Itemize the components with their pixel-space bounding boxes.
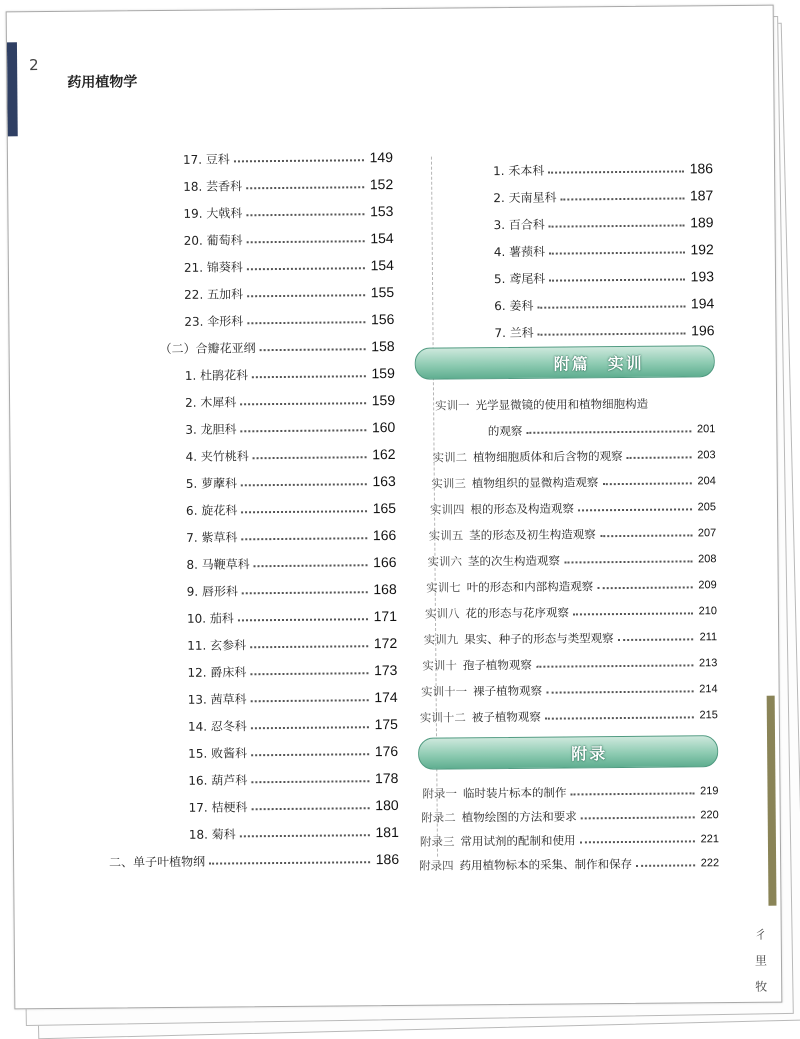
entry-page-number: 220 bbox=[694, 810, 718, 821]
dot-leader bbox=[561, 197, 684, 200]
toc-entry bbox=[415, 383, 715, 412]
entry-title: 6. 姜科 bbox=[494, 300, 537, 312]
entry-code: 实训六 bbox=[427, 556, 468, 568]
entry-title: 18. 菊科 bbox=[189, 828, 240, 840]
dot-leader bbox=[573, 612, 693, 615]
toc-entry bbox=[105, 353, 395, 383]
entry-page-number: 149 bbox=[364, 150, 393, 164]
entry-title: 叶的形态和内部构造观察 bbox=[467, 581, 598, 594]
entry-code: 附录二 bbox=[421, 812, 462, 824]
entry-title: 6. 旋花科 bbox=[186, 504, 241, 516]
entry-title: 孢子植物观察 bbox=[463, 659, 536, 671]
edge-text-fragment: 彳 bbox=[755, 926, 767, 943]
dot-leader bbox=[600, 534, 692, 537]
entry-title: 5. 萝藦科 bbox=[186, 477, 241, 489]
dot-leader bbox=[242, 537, 367, 540]
entry-page-number: 208 bbox=[692, 554, 716, 565]
toc-entry bbox=[106, 542, 396, 572]
entry-title: 9. 唇形科 bbox=[187, 585, 242, 597]
dot-leader bbox=[536, 664, 693, 667]
edge-text-fragment: 牧 bbox=[755, 978, 767, 995]
dot-leader bbox=[627, 456, 692, 459]
book-spine-edge bbox=[7, 42, 18, 136]
entry-page-number: 168 bbox=[367, 582, 396, 596]
dot-leader bbox=[260, 348, 366, 351]
entry-title: 15. 败酱科 bbox=[188, 747, 251, 760]
entry-title: 被子植物观察 bbox=[472, 711, 545, 723]
dot-leader bbox=[549, 278, 684, 281]
dot-leader bbox=[538, 305, 685, 308]
toc-entry bbox=[415, 435, 715, 464]
entry-page-number: 196 bbox=[685, 323, 714, 337]
entry-code: 实训二 bbox=[433, 452, 474, 464]
toc-entry bbox=[107, 596, 397, 626]
entry-title: 17. 豆科 bbox=[183, 153, 234, 165]
dot-leader bbox=[247, 240, 365, 243]
entry-title: 18. 芸香科 bbox=[183, 180, 246, 193]
entry-page-number: 165 bbox=[367, 501, 396, 515]
practice-section-banner bbox=[415, 345, 715, 380]
dot-leader bbox=[597, 586, 692, 589]
dot-leader bbox=[618, 638, 694, 641]
toc-entry bbox=[103, 137, 393, 167]
toc-left-column bbox=[103, 137, 399, 869]
toc-entry bbox=[417, 565, 717, 594]
entry-code: 实训三 bbox=[431, 478, 472, 490]
toc-entry bbox=[417, 591, 717, 620]
entry-code: 实训一 bbox=[435, 400, 476, 412]
dot-leader bbox=[546, 690, 693, 693]
toc-entry bbox=[414, 283, 714, 313]
toc-entry bbox=[107, 569, 397, 599]
book-title: 药用植物学 bbox=[67, 71, 137, 92]
entry-page-number: 192 bbox=[684, 242, 713, 256]
dot-leader bbox=[250, 645, 368, 648]
entry-page-number: 189 bbox=[684, 215, 713, 229]
dot-leader bbox=[545, 716, 694, 719]
toc-entry bbox=[107, 623, 397, 653]
toc-entry bbox=[108, 731, 398, 761]
entry-page-number: 209 bbox=[692, 580, 716, 591]
entry-page-number: 171 bbox=[368, 609, 397, 623]
dot-leader bbox=[526, 430, 691, 433]
entry-page-number: 215 bbox=[693, 710, 717, 721]
dot-leader bbox=[548, 170, 683, 173]
dot-leader bbox=[578, 508, 692, 511]
dot-leader bbox=[636, 864, 695, 867]
toc-entry bbox=[417, 669, 717, 698]
entry-code: 实训九 bbox=[424, 634, 465, 646]
entry-page-number: 201 bbox=[691, 424, 715, 435]
entry-page-number: 194 bbox=[685, 296, 714, 310]
toc-entry bbox=[107, 677, 397, 707]
entry-title: 11. 玄参科 bbox=[187, 639, 250, 652]
dot-leader bbox=[571, 792, 695, 795]
entry-code: 附录三 bbox=[420, 836, 461, 848]
entry-page-number: 214 bbox=[693, 684, 717, 695]
entry-title: 4. 薯蓣科 bbox=[494, 246, 549, 258]
entry-title: 临时装片标本的制作 bbox=[463, 787, 571, 799]
entry-title: 植物细胞质体和后含物的观察 bbox=[473, 450, 627, 463]
toc-entry bbox=[108, 704, 398, 734]
entry-title: 3. 龙胆科 bbox=[185, 423, 240, 435]
dot-leader bbox=[254, 564, 367, 567]
entry-page-number: 156 bbox=[365, 312, 394, 326]
entry-page-number: 193 bbox=[685, 269, 714, 283]
toc-entry bbox=[106, 488, 396, 518]
toc-right-column bbox=[413, 148, 719, 872]
entry-title: 4. 夹竹桃科 bbox=[186, 450, 253, 463]
toc-entry bbox=[414, 256, 714, 286]
entry-page-number: 153 bbox=[364, 204, 393, 218]
toc-entry bbox=[416, 513, 716, 542]
entry-code: 实训十一 bbox=[421, 686, 473, 698]
entry-page-number: 180 bbox=[369, 798, 398, 812]
entry-code: 实训十 bbox=[422, 660, 463, 672]
toc-entry bbox=[413, 148, 713, 178]
entry-page-number: 163 bbox=[366, 474, 395, 488]
dot-leader bbox=[253, 456, 366, 459]
entry-title: 22. 五加科 bbox=[184, 288, 247, 301]
toc-entry bbox=[414, 310, 714, 340]
toc-entry bbox=[417, 617, 717, 646]
toc-entry bbox=[419, 821, 719, 848]
dot-leader bbox=[246, 213, 364, 216]
entry-page-number: 181 bbox=[369, 825, 398, 839]
dot-leader bbox=[234, 159, 364, 162]
entry-title: 23. 伞形科 bbox=[184, 315, 247, 328]
entry-title: 3. 百合科 bbox=[493, 219, 548, 231]
entry-title: 7. 兰科 bbox=[494, 327, 537, 339]
entry-page-number: 155 bbox=[365, 285, 394, 299]
dot-leader bbox=[242, 591, 367, 594]
entry-page-number: 211 bbox=[694, 632, 718, 643]
page-edge-strip bbox=[767, 696, 777, 906]
dot-leader bbox=[241, 429, 366, 432]
entry-title: 光学显微镜的使用和植物细胞构造 bbox=[476, 398, 653, 411]
dot-leader bbox=[538, 332, 685, 335]
toc-entry bbox=[103, 218, 393, 248]
entry-page-number: 219 bbox=[694, 786, 718, 797]
entry-code: 实训七 bbox=[426, 582, 467, 594]
entry-page-number: 166 bbox=[367, 528, 396, 542]
entry-page-number: 221 bbox=[695, 834, 719, 845]
dot-leader bbox=[241, 510, 366, 513]
dot-leader bbox=[251, 753, 369, 756]
dot-leader bbox=[247, 294, 365, 297]
entry-title: 5. 鸢尾科 bbox=[494, 273, 549, 285]
entry-title: 17. 桔梗科 bbox=[189, 801, 252, 814]
dot-leader bbox=[252, 375, 365, 378]
entry-page-number: 160 bbox=[366, 420, 395, 434]
toc-entry bbox=[416, 539, 716, 568]
toc-entry bbox=[106, 515, 396, 545]
entry-page-number: 154 bbox=[364, 258, 393, 272]
entry-title: 1. 杜鹃花科 bbox=[185, 369, 252, 382]
toc-entry bbox=[103, 164, 393, 194]
toc-entry bbox=[105, 407, 395, 437]
entry-code: 实训十二 bbox=[420, 712, 472, 724]
dot-leader bbox=[250, 672, 368, 675]
entry-title: 二、单子叶植物纲 bbox=[109, 856, 209, 869]
dot-leader bbox=[549, 224, 684, 227]
entry-title: 花的形态与花序观察 bbox=[465, 607, 573, 619]
entry-page-number: 210 bbox=[693, 606, 717, 617]
dot-leader bbox=[246, 186, 364, 189]
dot-leader bbox=[579, 840, 694, 843]
entry-code: 实训四 bbox=[430, 504, 471, 516]
entry-title: 1. 禾本科 bbox=[493, 165, 548, 177]
entry-page-number: 154 bbox=[364, 231, 393, 245]
entry-title: 2. 木犀科 bbox=[185, 396, 240, 408]
entry-page-number: 207 bbox=[692, 528, 716, 539]
edge-text-fragment: 里 bbox=[755, 952, 767, 969]
dot-leader bbox=[251, 726, 369, 729]
entry-page-number: 205 bbox=[692, 502, 716, 513]
entry-page-number: 187 bbox=[684, 188, 713, 202]
entry-title: 裸子植物观察 bbox=[473, 685, 546, 697]
entry-title: 21. 锦葵科 bbox=[184, 261, 247, 274]
book-page bbox=[6, 5, 783, 1010]
entry-page-number: 152 bbox=[364, 177, 393, 191]
entry-page-number: 172 bbox=[368, 636, 397, 650]
dot-leader bbox=[241, 483, 366, 486]
toc-entry bbox=[109, 812, 399, 842]
entry-title: 常用试剂的配制和使用 bbox=[460, 835, 579, 848]
entry-page-number: 159 bbox=[365, 366, 394, 380]
entry-title: 13. 茜草科 bbox=[188, 693, 251, 706]
entry-title: 20. 葡萄科 bbox=[184, 234, 247, 247]
entry-title: 12. 爵床科 bbox=[187, 666, 250, 679]
entry-title: 根的形态及构造观察 bbox=[470, 503, 578, 515]
entry-title: 10. 茄科 bbox=[187, 612, 238, 624]
toc-entry bbox=[413, 202, 713, 232]
toc-entry bbox=[414, 229, 714, 259]
dot-leader bbox=[240, 834, 370, 837]
entry-title: 的观察 bbox=[440, 425, 527, 437]
practice-section-title: 附篇 实训 bbox=[554, 351, 644, 375]
entry-page-number: 203 bbox=[691, 450, 715, 461]
entry-code: 实训八 bbox=[425, 608, 466, 620]
dot-leader bbox=[209, 861, 370, 864]
toc-entry bbox=[418, 695, 718, 724]
toc-entry bbox=[417, 643, 717, 672]
entry-page-number: 175 bbox=[368, 717, 397, 731]
dot-leader bbox=[581, 816, 695, 819]
toc-entry bbox=[108, 758, 398, 788]
entry-page-number: 213 bbox=[693, 658, 717, 669]
appendix-list bbox=[418, 773, 719, 872]
toc-entry bbox=[105, 380, 395, 410]
entry-title: 植物绘图的方法和要求 bbox=[462, 811, 581, 824]
entry-page-number: 162 bbox=[366, 447, 395, 461]
entry-page-number: 166 bbox=[367, 555, 396, 569]
practice-list bbox=[415, 383, 718, 724]
entry-page-number: 158 bbox=[365, 339, 394, 353]
dot-leader bbox=[602, 482, 691, 485]
entry-title: 植物组织的显微构造观察 bbox=[472, 477, 603, 490]
entry-title: 19. 大戟科 bbox=[183, 207, 246, 220]
entry-page-number: 204 bbox=[691, 476, 715, 487]
dot-leader bbox=[238, 618, 368, 621]
entry-code: 实训五 bbox=[429, 530, 470, 542]
entry-title: 茎的次生构造观察 bbox=[468, 555, 564, 567]
dot-leader bbox=[251, 780, 369, 783]
monocot-family-list bbox=[413, 148, 715, 340]
toc-entry bbox=[105, 434, 395, 464]
dot-leader bbox=[247, 321, 365, 324]
toc-entry bbox=[416, 461, 716, 490]
toc-entry bbox=[109, 839, 399, 869]
toc-entry bbox=[416, 487, 716, 516]
appendix-section-title: 附录 bbox=[571, 741, 607, 764]
entry-code: 附录四 bbox=[419, 860, 460, 872]
dot-leader bbox=[247, 267, 365, 270]
toc-entry bbox=[418, 773, 718, 800]
entry-page-number: 174 bbox=[368, 690, 397, 704]
dot-leader bbox=[252, 807, 370, 810]
toc-entry bbox=[104, 272, 394, 302]
entry-page-number: 186 bbox=[684, 161, 713, 175]
dot-leader bbox=[251, 699, 369, 702]
toc-entry bbox=[104, 326, 394, 356]
toc-entry bbox=[415, 409, 715, 438]
toc-entry bbox=[108, 785, 398, 815]
entry-title: 茎的形态及初生构造观察 bbox=[469, 529, 600, 542]
dot-leader bbox=[564, 560, 692, 563]
entry-page-number: 178 bbox=[369, 771, 398, 785]
toc-entry bbox=[103, 191, 393, 221]
entry-page-number: 176 bbox=[369, 744, 398, 758]
toc-entry bbox=[419, 845, 719, 872]
toc-entry bbox=[419, 797, 719, 824]
entry-page-number: 222 bbox=[695, 858, 719, 869]
toc-entry bbox=[107, 650, 397, 680]
dot-leader bbox=[240, 402, 365, 405]
entry-page-number: 173 bbox=[368, 663, 397, 677]
entry-title: 7. 紫草科 bbox=[186, 531, 241, 543]
entry-page-number: 159 bbox=[366, 393, 395, 407]
toc-entry bbox=[106, 461, 396, 491]
entry-title: 药用植物标本的采集、制作和保存 bbox=[460, 858, 637, 871]
toc-entry bbox=[104, 299, 394, 329]
toc-entry bbox=[104, 245, 394, 275]
toc-entry bbox=[413, 175, 713, 205]
page-number: 2 bbox=[29, 56, 39, 74]
entry-title: 14. 忍冬科 bbox=[188, 720, 251, 733]
entry-title: 果实、种子的形态与类型观察 bbox=[464, 633, 618, 646]
entry-title: 8. 马鞭草科 bbox=[186, 558, 253, 571]
entry-title: 16. 葫芦科 bbox=[188, 774, 251, 787]
entry-code: 附录一 bbox=[422, 788, 463, 800]
entry-title: 2. 天南星科 bbox=[493, 192, 560, 205]
entry-page-number: 186 bbox=[370, 852, 399, 866]
dot-leader bbox=[549, 251, 684, 254]
appendix-section-banner bbox=[418, 735, 718, 770]
entry-title: （二）合瓣花亚纲 bbox=[160, 342, 260, 355]
